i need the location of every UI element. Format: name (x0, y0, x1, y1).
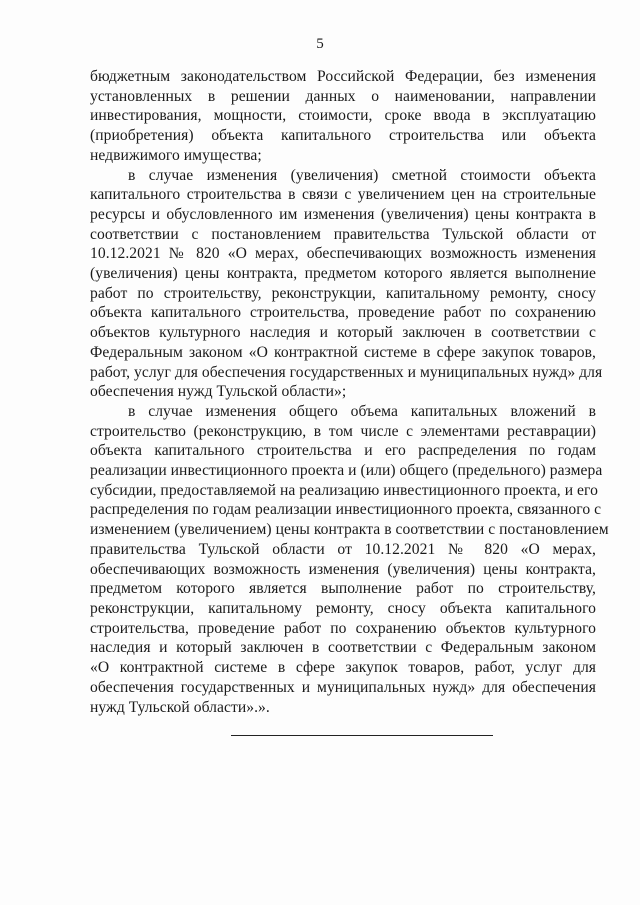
text-line: обеспечения нужд Тульской области»; (90, 383, 347, 401)
text-line: обеспечивающих возможность изменения (увеличения) цены контракта, (90, 560, 596, 578)
paragraph-1 (90, 67, 596, 166)
text-line: работ по строительству, реконструкции, капитальному ремонту, сносу (90, 284, 596, 302)
text-line: (приобретения) объекта капитального строительства или объекта (90, 127, 596, 145)
paragraph-3 (90, 402, 609, 717)
text-line: в случае изменения общего объема капитальных вложений в (128, 402, 596, 420)
text-line: объектов культурного наследия и который заключен в соответствии с (90, 324, 596, 342)
document-body (90, 67, 609, 717)
text-line: работ, услуг для обеспечения государственных и муниципальных нужд» для (90, 363, 603, 381)
text-line: правительства Тульской области от 10.12.2021 № 820 «О мерах, (90, 540, 596, 558)
text-line: Федеральным законом «О контрактной системе в сфере закупок товаров, (90, 343, 596, 361)
text-line: нужд Тульской области».». (90, 698, 270, 716)
text-line: обеспечения государственных и муниципальных нужд» для обеспечения (90, 678, 596, 696)
text-line: строительства, проведение работ по сохранению объектов культурного (90, 619, 596, 637)
end-separator-line (231, 735, 493, 736)
text-line: инвестирования, мощности, стоимости, сроке ввода в эксплуатацию (90, 107, 596, 125)
text-line: недвижимого имущества; (90, 146, 262, 164)
text-line: объекта капитального строительства и его распределения по годам (90, 442, 596, 460)
text-line: ресурсы и обусловленного им изменения (увеличения) цены контракта в (90, 205, 596, 223)
text-line: установленных в решении данных о наименовании, направлении (90, 87, 596, 105)
text-line: бюджетным законодательством Российской Федерации, без изменения (90, 68, 596, 85)
text-line: изменением (увеличением) цены контракта в соответствии с постановлением (90, 521, 609, 539)
paragraph-2 (90, 166, 603, 402)
text-line: реконструкции, капитальному ремонту, сносу объекта капитального (90, 599, 596, 617)
page-number: 5 (316, 36, 324, 52)
text-line: субсидии, предоставляемой на реализацию инвестиционного проекта, и его (90, 481, 598, 499)
text-line: в случае изменения (увеличения) сметной стоимости объекта (128, 166, 596, 184)
text-line: предметом которого является выполнение работ по строительству, (90, 580, 596, 598)
text-line: «О контрактной системе в сфере закупок товаров, работ, услуг для (90, 659, 596, 677)
text-line: (увеличения) цены контракта, предметом которого является выполнение (90, 265, 596, 283)
text-line: соответствии с постановлением правительства Тульской области от (90, 225, 596, 243)
text-line: реализации инвестиционного проекта и (или) общего (предельного) размера (90, 462, 603, 480)
text-line: строительство (реконструкцию, в том числе с элементами реставрации) (90, 422, 596, 440)
text-line: 10.12.2021 № 820 «О мерах, обеспечивающих возможность изменения (90, 245, 596, 263)
text-line: капитального строительства в связи с увеличением цен на строительные (90, 186, 596, 204)
text-line: объекта капитального строительства, проведение работ по сохранению (90, 304, 596, 322)
text-line: распределения по годам реализации инвестиционного проекта, связанного с (90, 501, 602, 519)
text-line: наследия и который заключен в соответствии с Федеральным законом (90, 639, 596, 657)
